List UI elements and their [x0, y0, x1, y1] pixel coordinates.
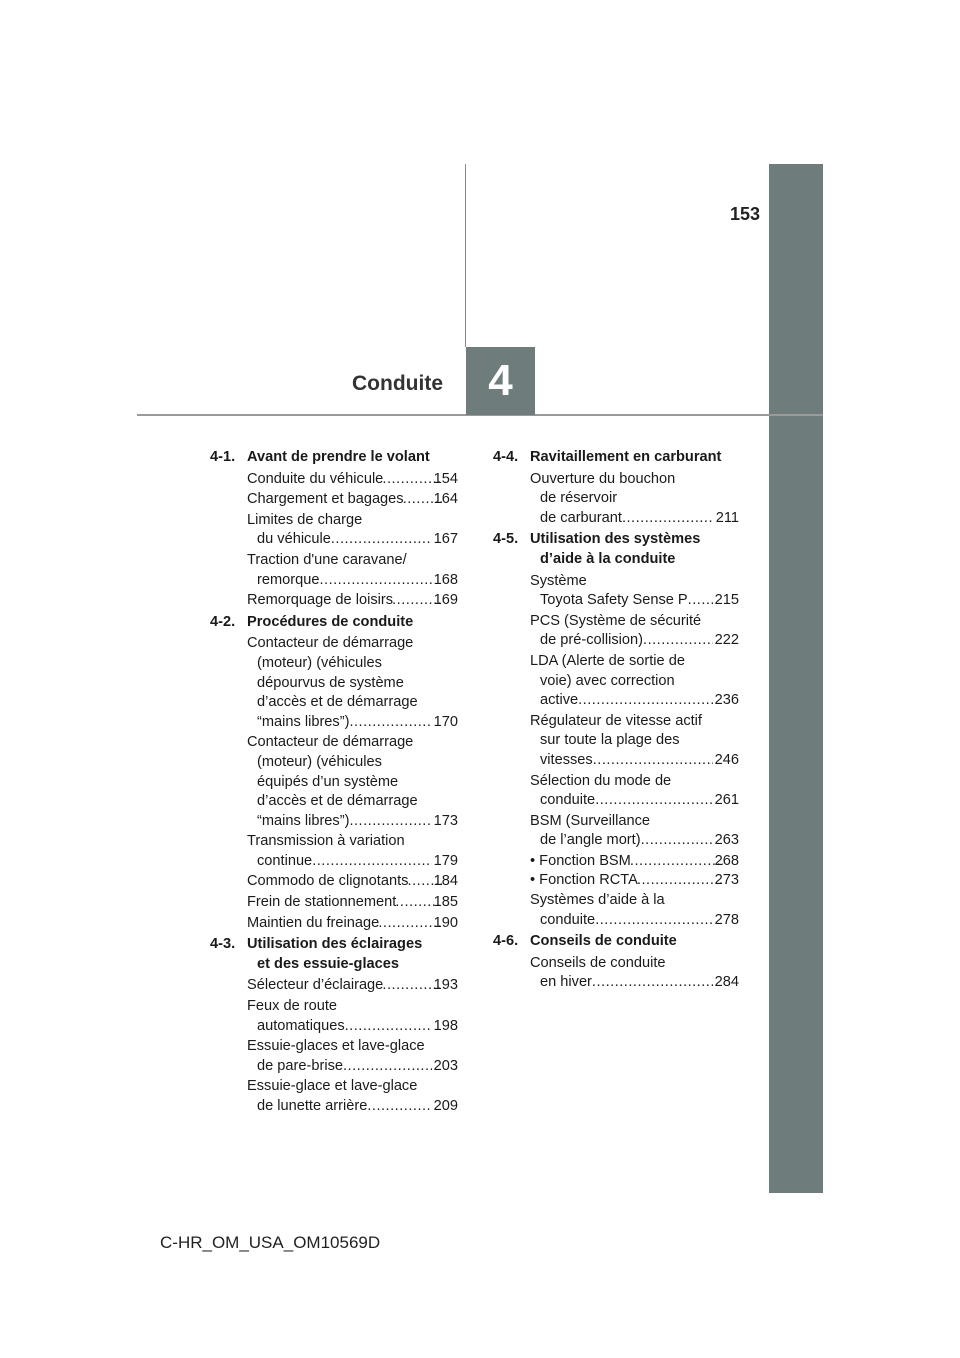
- entry-text: [247, 490, 458, 510]
- page-number: 153: [729, 204, 760, 224]
- page-ref: 184: [433, 873, 458, 890]
- toc-entry[interactable]: [493, 891, 739, 930]
- entry-line: PCS (Système de sécurité: [530, 612, 702, 629]
- entry-line: de pare-brise: [257, 1057, 343, 1074]
- entry-text: [247, 551, 458, 590]
- section-title: [530, 448, 739, 468]
- entry-last-line: [247, 591, 458, 611]
- dot-leader: [349, 713, 431, 733]
- entry-last-line: [257, 812, 458, 832]
- entry-line: Ouverture du bouchon: [530, 470, 676, 487]
- section-heading: [210, 935, 458, 974]
- entry-last-line: [247, 893, 458, 913]
- dot-leader: [343, 1057, 432, 1077]
- entry-line: Régulateur de vitesse actif: [530, 712, 702, 729]
- entry-line: de carburant: [540, 509, 622, 526]
- entry-text: [530, 612, 739, 651]
- toc-entry[interactable]: [493, 772, 739, 811]
- entry-last-line: [257, 1057, 458, 1077]
- entry-line: LDA (Alerte de sortie de: [530, 652, 685, 669]
- dot-leader: [631, 852, 723, 872]
- entry-line: Remorquage de loisirs: [247, 592, 394, 609]
- dot-leader: [638, 871, 723, 891]
- section-title-line: Utilisation des éclairages: [247, 936, 423, 953]
- page-ref: 185: [433, 894, 458, 911]
- section-heading: [493, 530, 739, 569]
- toc-left-column: [210, 448, 458, 1119]
- entry-text: [530, 470, 739, 529]
- toc-entry[interactable]: [493, 954, 739, 993]
- dot-leader: [643, 631, 713, 651]
- entry-text: [247, 470, 458, 490]
- page-ref: 211: [715, 509, 739, 526]
- entry-line: Contacteur de démarrage: [247, 734, 414, 751]
- entry-line: BSM (Surveillance: [530, 812, 651, 829]
- entry-line: sur toute la plage des: [540, 732, 680, 749]
- toc-entry[interactable]: [493, 572, 739, 611]
- header-vertical-rule: [465, 164, 466, 347]
- page-ref: 154: [433, 470, 458, 487]
- toc-right-column: [493, 448, 739, 995]
- toc-entry[interactable]: [210, 551, 458, 590]
- entry-line: automatiques: [257, 1017, 345, 1034]
- entry-line: Limites de charge: [247, 511, 363, 528]
- dot-leader: [345, 1017, 432, 1037]
- entry-line: vitesses: [540, 751, 593, 768]
- entry-last-line: [247, 976, 458, 996]
- entry-line: Commodo de clignotants: [247, 873, 409, 890]
- entry-text: [247, 1037, 458, 1076]
- entry-line: du véhicule: [257, 531, 331, 548]
- entry-text: [247, 872, 458, 892]
- toc-entry[interactable]: [210, 976, 458, 996]
- dot-leader: [383, 976, 441, 996]
- entry-last-line: [257, 571, 458, 591]
- entry-line: (moteur) (véhicules: [257, 753, 382, 770]
- page-ref: 164: [433, 491, 458, 508]
- section-title: [247, 935, 458, 974]
- toc-entry[interactable]: [493, 612, 739, 651]
- entry-line: • Fonction RCTA: [530, 872, 638, 889]
- entry-line: Essuie-glace et lave-glace: [247, 1078, 418, 1095]
- entry-line: Sélecteur d’éclairage: [247, 977, 384, 994]
- entry-text: [247, 1077, 458, 1116]
- entry-text: [247, 997, 458, 1036]
- toc-entry[interactable]: [493, 712, 739, 771]
- dot-leader: [688, 591, 713, 611]
- entry-last-line: [540, 751, 739, 771]
- entry-text: [530, 772, 739, 811]
- dot-leader: [349, 812, 431, 832]
- entry-last-line: [540, 591, 739, 611]
- entry-last-line: [540, 911, 739, 931]
- entry-line: d’accès et de démarrage: [257, 793, 418, 810]
- entry-line: de réservoir: [540, 490, 618, 507]
- entry-last-line: [247, 470, 458, 490]
- toc-entry[interactable]: [210, 490, 458, 510]
- page-ref: 261: [714, 792, 739, 809]
- toc-entry[interactable]: [210, 893, 458, 913]
- page-ref: 169: [433, 592, 458, 609]
- toc-entry[interactable]: [210, 591, 458, 611]
- toc-entry[interactable]: [493, 852, 739, 872]
- entry-line: Essuie-glaces et lave-glace: [247, 1038, 425, 1055]
- dot-leader: [383, 470, 441, 490]
- page-ref: 190: [433, 914, 458, 931]
- dot-leader: [595, 791, 712, 811]
- entry-last-line: [247, 490, 458, 510]
- toc-entry[interactable]: [210, 832, 458, 871]
- toc-entry[interactable]: [493, 470, 739, 529]
- entry-text: [247, 976, 458, 996]
- entry-last-line: [257, 852, 458, 872]
- entry-line: “mains libres”): [257, 713, 350, 730]
- page-ref: 246: [714, 751, 739, 768]
- section-heading: [493, 932, 739, 952]
- page-ref: 203: [433, 1057, 458, 1074]
- section-title: [530, 530, 739, 569]
- chapter-side-tab: [769, 164, 823, 1193]
- entry-last-line: [540, 631, 739, 651]
- entry-line: Toyota Safety Sense P: [540, 592, 688, 609]
- entry-line: Conduite du véhicule: [247, 470, 384, 487]
- entry-text: [247, 733, 458, 831]
- page-ref: 268: [714, 852, 739, 869]
- entry-text: [530, 954, 739, 993]
- entry-text: [530, 572, 739, 611]
- page-ref: 273: [714, 872, 739, 889]
- toc-section: [210, 448, 458, 611]
- section-number: 4-2.: [210, 613, 236, 630]
- entry-line: Conseils de conduite: [530, 954, 666, 971]
- toc-section: [210, 613, 458, 934]
- toc-entry[interactable]: [493, 812, 739, 851]
- page-ref: 193: [433, 977, 458, 994]
- section-number: 4-3.: [210, 936, 236, 953]
- entry-last-line: [257, 530, 458, 550]
- entry-text: [247, 591, 458, 611]
- toc-entry[interactable]: [210, 1037, 458, 1076]
- entry-last-line: [540, 509, 739, 529]
- entry-line: “mains libres”): [257, 812, 350, 829]
- toc-section: [493, 530, 739, 930]
- entry-line: Systèmes d’aide à la: [530, 892, 665, 909]
- section-title-line: Ravitaillement en carburant: [530, 449, 722, 465]
- entry-text: [530, 891, 739, 930]
- entry-text: [530, 712, 739, 771]
- section-title-line: Procédures de conduite: [247, 613, 414, 630]
- entry-line: Sélection du mode de: [530, 772, 672, 789]
- dot-leader: [379, 914, 441, 934]
- entry-line: d’accès et de démarrage: [257, 694, 418, 711]
- toc-entry[interactable]: [210, 733, 458, 831]
- section-title: [247, 448, 458, 468]
- section-title-line: Utilisation des systèmes: [530, 531, 701, 548]
- page-ref: 236: [714, 692, 739, 709]
- entry-last-line: [540, 973, 739, 993]
- entry-line: en hiver: [540, 974, 592, 991]
- entry-line: Système: [530, 572, 587, 589]
- entry-text: [247, 832, 458, 871]
- section-number: 4-4.: [493, 449, 519, 465]
- document-code: C-HR_OM_USA_OM10569D: [160, 1233, 381, 1252]
- entry-line: Traction d'une caravane/: [247, 551, 407, 568]
- toc-entry[interactable]: [493, 652, 739, 711]
- dot-leader: [641, 831, 713, 851]
- toc-entry[interactable]: [210, 634, 458, 732]
- entry-last-line: [540, 831, 739, 851]
- page-ref: 284: [714, 974, 739, 991]
- page-ref: 168: [433, 571, 458, 588]
- section-title-line: Avant de prendre le volant: [247, 449, 430, 465]
- page-ref: 222: [714, 632, 739, 649]
- section-number: 4-5.: [493, 531, 519, 548]
- page-ref: 179: [433, 852, 458, 869]
- entry-line: Frein de stationnement: [247, 894, 397, 911]
- entry-line: Chargement et bagages: [247, 491, 404, 508]
- toc-entry[interactable]: [210, 997, 458, 1036]
- entry-last-line: [257, 1017, 458, 1037]
- toc-section: [493, 932, 739, 993]
- entry-line: • Fonction BSM: [530, 852, 631, 869]
- entry-line: active: [540, 692, 579, 709]
- section-title-line: d’aide à la conduite: [540, 550, 676, 567]
- section-title-line: et des essuie-glaces: [257, 955, 399, 972]
- dot-leader: [312, 852, 431, 872]
- page-ref: 209: [433, 1098, 458, 1114]
- entry-text: [530, 871, 739, 891]
- entry-line: Transmission à variation: [247, 833, 405, 850]
- toc-section: [493, 448, 739, 528]
- entry-line: dépourvus de système: [257, 674, 404, 691]
- chapter-title: Conduite: [352, 372, 443, 395]
- dot-leader: [593, 751, 713, 771]
- toc-section: [210, 935, 458, 1116]
- chapter-number: 4: [488, 356, 513, 405]
- entry-line: conduite: [540, 911, 596, 928]
- chapter-number-box: [466, 347, 535, 415]
- entry-last-line: [530, 871, 739, 891]
- entry-text: [530, 852, 739, 872]
- section-heading: [210, 613, 458, 633]
- entry-last-line: [257, 1097, 458, 1117]
- entry-text: [247, 511, 458, 550]
- page-ref: 167: [433, 531, 458, 548]
- dot-leader: [319, 571, 431, 591]
- section-number: 4-1.: [210, 449, 236, 465]
- dot-leader: [592, 973, 713, 993]
- entry-line: (moteur) (véhicules: [257, 654, 382, 671]
- entry-line: équipés d’un système: [257, 773, 399, 790]
- page-ref: 173: [433, 812, 458, 829]
- entry-line: de pré-collision): [540, 632, 644, 649]
- entry-line: Feux de route: [247, 998, 338, 1015]
- section-heading: [210, 448, 458, 468]
- dot-leader: [331, 530, 432, 550]
- entry-last-line: [247, 872, 458, 892]
- page-ref: 263: [714, 832, 739, 849]
- entry-text: [530, 652, 739, 711]
- entry-line: remorque: [257, 571, 320, 588]
- page-ref: 198: [433, 1017, 458, 1034]
- entry-line: Contacteur de démarrage: [247, 635, 414, 652]
- toc-entry[interactable]: [210, 511, 458, 550]
- entry-line: conduite: [540, 792, 596, 809]
- entry-text: [247, 914, 458, 934]
- section-number: 4-6.: [493, 933, 519, 950]
- entry-text: [247, 634, 458, 732]
- section-title-line: Conseils de conduite: [530, 933, 677, 950]
- dot-leader: [595, 911, 712, 931]
- entry-last-line: [257, 713, 458, 733]
- entry-line: Maintien du freinage: [247, 914, 380, 931]
- entry-last-line: [540, 791, 739, 811]
- page-ref: 170: [433, 713, 458, 730]
- section-heading: [493, 448, 739, 468]
- entry-line: de lunette arrière: [257, 1098, 368, 1114]
- entry-line: continue: [257, 852, 313, 869]
- entry-text: [247, 893, 458, 913]
- dot-leader: [622, 509, 714, 529]
- section-title: [530, 932, 739, 952]
- toc-entry[interactable]: [210, 872, 458, 892]
- toc-entry[interactable]: [210, 470, 458, 490]
- entry-line: voie) avec correction: [540, 672, 675, 689]
- entry-last-line: [530, 852, 739, 872]
- entry-text: [530, 812, 739, 851]
- toc-entry[interactable]: [210, 1077, 458, 1116]
- entry-line: de l’angle mort): [540, 832, 641, 849]
- section-title: [247, 613, 458, 633]
- page-ref: 278: [714, 911, 739, 928]
- toc-entry[interactable]: [210, 914, 458, 934]
- dot-leader: [578, 691, 713, 711]
- page-ref: 215: [714, 592, 739, 609]
- toc-entry[interactable]: [493, 871, 739, 891]
- dot-leader: [367, 1097, 431, 1117]
- entry-last-line: [247, 914, 458, 934]
- entry-last-line: [540, 691, 739, 711]
